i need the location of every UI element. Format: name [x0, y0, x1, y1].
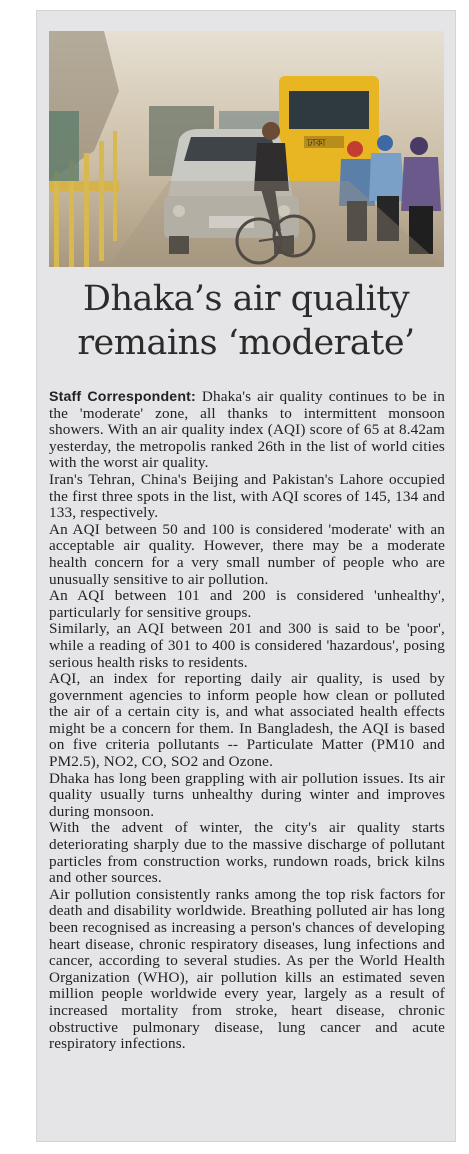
paragraph-1 — [49, 389, 445, 472]
cng-left — [49, 111, 79, 181]
byline: Staff Correspondent: — [49, 389, 196, 405]
paragraph-9: Air pollution consistently ranks among the top risk factors for death and disability worldwide. Breathing polluted air has long been recognised as increasing a person's chances of developing heart disease, chronic respiratory diseases, lung infections and cancer, according to several studies. As per the World Health Organization (WHO), air pollution kills an estimated seven million people worldwide every year, largely as a result of increased mortality from stroke, heart disease, chronic obstructive pulmonary disease, lung cancer and acute respiratory infections. — [49, 885, 445, 1053]
bus-sign: ঢাকা — [307, 138, 326, 149]
news-photo — [49, 31, 444, 267]
paragraph-3: An AQI between 50 and 100 is considered 'moderate' with an acceptable air quality. However, there may be a moderate health concern for a very small number of people who are unusually sensitive to air pollution. — [49, 520, 445, 588]
paragraph-6: AQI, an index for reporting daily air quality, is used by government agencies to inform people how clean or polluted the air of a certain city is, and what associated health effects might be a concern for them. In Bangladesh, the AQI is based on five criteria pollutants -- Particulate Matter (PM10 and PM2.5), NO2, CO, SO2 and Ozone. — [49, 670, 445, 771]
paragraph-1-text: Dhaka's air quality continues to be in the 'moderate' zone, all thanks to intermittent monsoon showers. With an air quality index (AQI) score of 65 at 8.42am yesterday, the metropolis ranked 26th in the list of world cities with the worst air quality. — [49, 388, 445, 472]
paragraph-5: Similarly, an AQI between 201 and 300 is said to be 'poor', while a reading of 301 to 400 is considered 'hazardous', posing serious health risks to residents. — [49, 620, 445, 671]
article-body — [49, 389, 445, 1053]
headline-line-2: remains ‘moderate’ — [77, 323, 415, 363]
paragraph-2: Iran's Tehran, China's Beijing and Pakistan's Lahore occupied the first three spots in the list, with AQI scores of 145, 134 and 133, respectively. — [49, 470, 445, 522]
street-traffic-illustration — [49, 31, 444, 267]
headline-line-1: Dhaka’s air quality — [82, 279, 410, 319]
paragraph-7: Dhaka has long been grappling with air pollution issues. Its air quality usually turns unhealthy during winter and improves during monsoon. — [49, 769, 445, 820]
paragraph-8: With the advent of winter, the city's air quality starts deteriorating sharply due to the massive discharge of pollutant particles from construction works, rundown roads, brick kilns and other sources. — [49, 819, 445, 887]
paragraph-4: An AQI between 101 and 200 is considered 'unhealthy', particularly for sensitive groups. — [49, 587, 445, 621]
newspaper-clipping — [37, 11, 455, 1141]
headline — [37, 277, 455, 365]
